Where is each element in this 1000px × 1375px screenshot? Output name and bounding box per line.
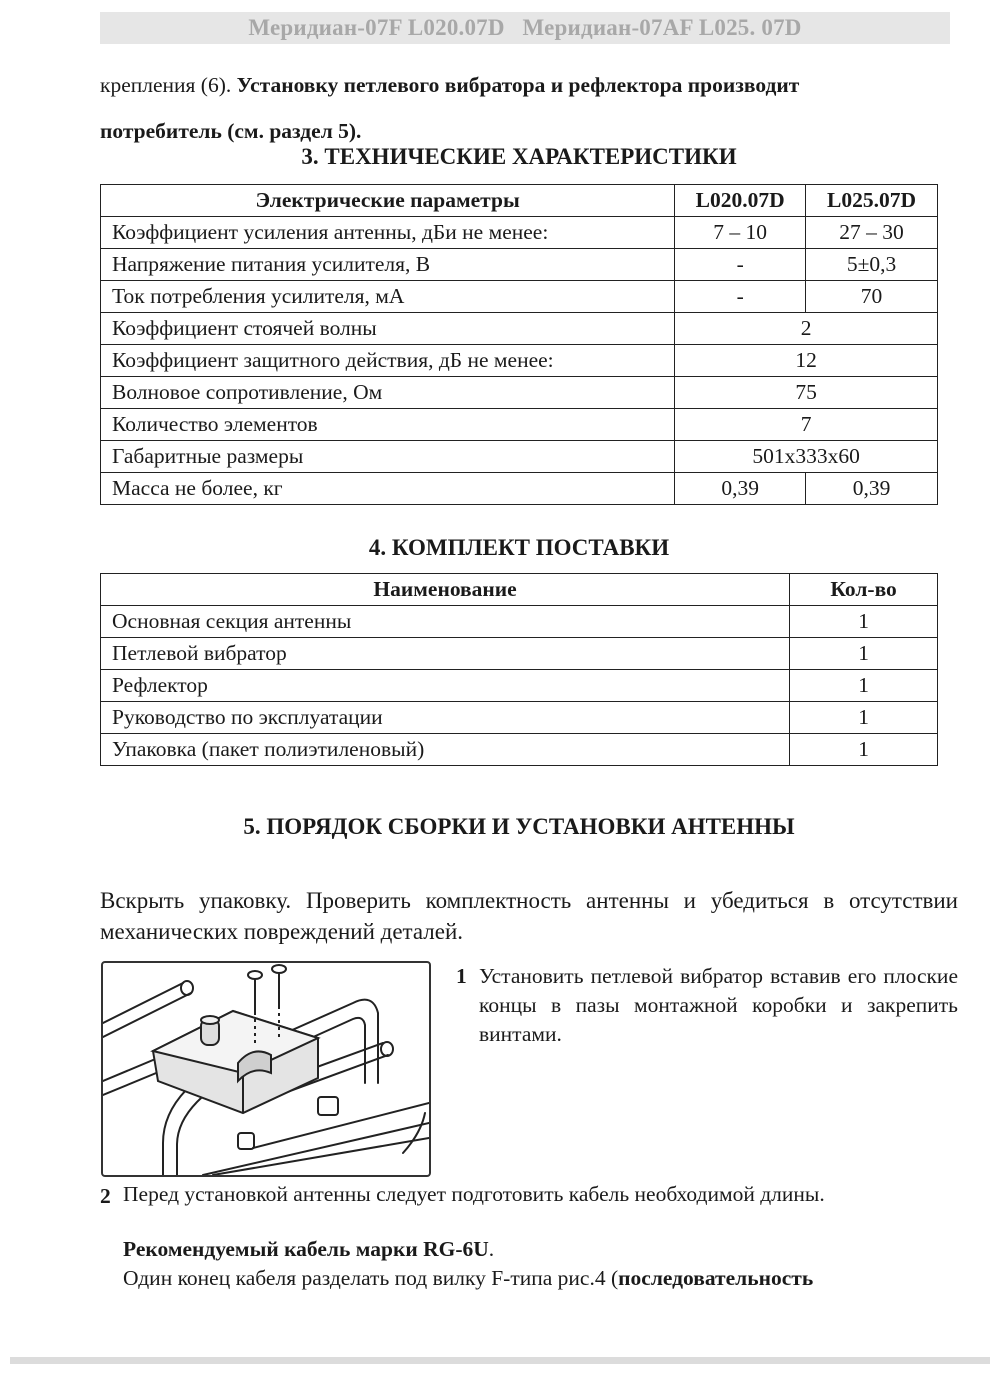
intro-bold-text-2: потребитель (см. раздел 5). xyxy=(100,119,362,143)
kit-item-name: Рефлектор xyxy=(101,670,790,702)
footer-divider xyxy=(10,1357,990,1364)
page-header: Меридиан-07F L020.07D Меридиан-07AF L025. 07D xyxy=(100,12,950,44)
kit-header-qty: Кол-во xyxy=(790,574,938,606)
param-value-model-1: - xyxy=(675,281,806,313)
param-value-shared: 7 xyxy=(675,409,938,441)
table-row xyxy=(101,606,938,638)
tech-table-header-row xyxy=(101,185,938,217)
step-2-cable-tail: . xyxy=(488,1237,495,1261)
step-2-number: 2 xyxy=(100,1184,111,1208)
param-label: Напряжение питания усилителя, В xyxy=(101,249,675,281)
step-2-line-3-plain: Один конец кабеля разделать под вилку F-типа рис.4 ( xyxy=(123,1266,619,1290)
kit-item-qty: 1 xyxy=(790,606,938,638)
kit-section-title: 4. КОМПЛЕКТ ПОСТАВКИ xyxy=(368,535,670,560)
table-row xyxy=(101,409,938,441)
param-label: Масса не более, кг xyxy=(101,473,675,505)
param-value-model-2: 0,39 xyxy=(806,473,938,505)
table-row xyxy=(101,734,938,766)
kit-item-name: Петлевой вибратор xyxy=(101,638,790,670)
table-row xyxy=(101,281,938,313)
table-row xyxy=(101,345,938,377)
dipole-mounting-drawing xyxy=(103,963,429,1175)
tech-header-model-1: L020.07D xyxy=(675,185,806,217)
param-label: Коэффициент защитного действия, дБ не менее: xyxy=(101,345,675,377)
kit-item-qty: 1 xyxy=(790,734,938,766)
param-value-shared: 12 xyxy=(675,345,938,377)
kit-table xyxy=(100,573,938,766)
param-value-shared: 501x333x60 xyxy=(675,441,938,473)
param-value-model-1: 7 – 10 xyxy=(675,217,806,249)
kit-item-qty: 1 xyxy=(790,638,938,670)
assembly-illustration xyxy=(101,961,431,1177)
assembly-section-title: 5. ПОРЯДОК СБОРКИ И УСТАНОВКИ АНТЕННЫ xyxy=(243,814,795,839)
step-2-cable-bold: Рекомендуемый кабель марки RG-6U xyxy=(123,1237,489,1261)
param-value-model-2: 5±0,3 xyxy=(806,249,938,281)
table-row xyxy=(101,638,938,670)
table-row xyxy=(101,249,938,281)
param-value-shared: 2 xyxy=(675,313,938,345)
step-2-text: Перед установкой антенны следует подготовить кабель необходимой длины. xyxy=(123,1182,825,1206)
kit-item-name: Руководство по эксплуатации xyxy=(101,702,790,734)
kit-table-header-row xyxy=(101,574,938,606)
step-2-line-3 xyxy=(123,1264,958,1293)
tech-header-params: Электрические параметры xyxy=(101,185,675,217)
param-value-model-2: 27 – 30 xyxy=(806,217,938,249)
kit-item-name: Основная секция антенны xyxy=(101,606,790,638)
step-1-number: 1 xyxy=(456,964,467,988)
table-row xyxy=(101,313,938,345)
param-label: Волновое сопротивление, Ом xyxy=(101,377,675,409)
step-2-cable-recommendation xyxy=(123,1235,958,1264)
assembly-intro-paragraph: Вскрыть упаковку. Проверить комплектность антенны и убедиться в отсутствии механических повреждений деталей. xyxy=(100,888,958,944)
table-row xyxy=(101,670,938,702)
table-row xyxy=(101,377,938,409)
param-label: Коэффициент усиления антенны, дБи не менее: xyxy=(101,217,675,249)
intro-paragraph xyxy=(100,62,950,154)
param-label: Габаритные размеры xyxy=(101,441,675,473)
param-value-model-2: 70 xyxy=(806,281,938,313)
kit-header-name: Наименование xyxy=(101,574,790,606)
tech-specs-table xyxy=(100,184,938,505)
param-label: Ток потребления усилителя, мА xyxy=(101,281,675,313)
tech-header-model-2: L025.07D xyxy=(806,185,938,217)
kit-item-qty: 1 xyxy=(790,702,938,734)
intro-plain-text: крепления (6). xyxy=(100,73,237,97)
kit-item-qty: 1 xyxy=(790,670,938,702)
table-row xyxy=(101,441,938,473)
param-label: Коэффициент стоячей волны xyxy=(101,313,675,345)
intro-bold-text-1: Установку петлевого вибратора и рефлектора производит xyxy=(236,73,800,97)
step-1-text: Установить петлевой вибратор вставив его плоские концы в пазы монтажной коробки и закрепить винтами. xyxy=(479,964,958,1046)
kit-item-name: Упаковка (пакет полиэтиленовый) xyxy=(101,734,790,766)
table-row xyxy=(101,473,938,505)
table-row xyxy=(101,702,938,734)
param-value-model-1: - xyxy=(675,249,806,281)
param-value-model-1: 0,39 xyxy=(675,473,806,505)
step-2-line-3-bold: последовательность xyxy=(618,1266,814,1290)
tech-section-title: 3. ТЕХНИЧЕСКИЕ ХАРАКТЕРИСТИКИ xyxy=(301,144,737,169)
param-label: Количество элементов xyxy=(101,409,675,441)
param-value-shared: 75 xyxy=(675,377,938,409)
table-row xyxy=(101,217,938,249)
